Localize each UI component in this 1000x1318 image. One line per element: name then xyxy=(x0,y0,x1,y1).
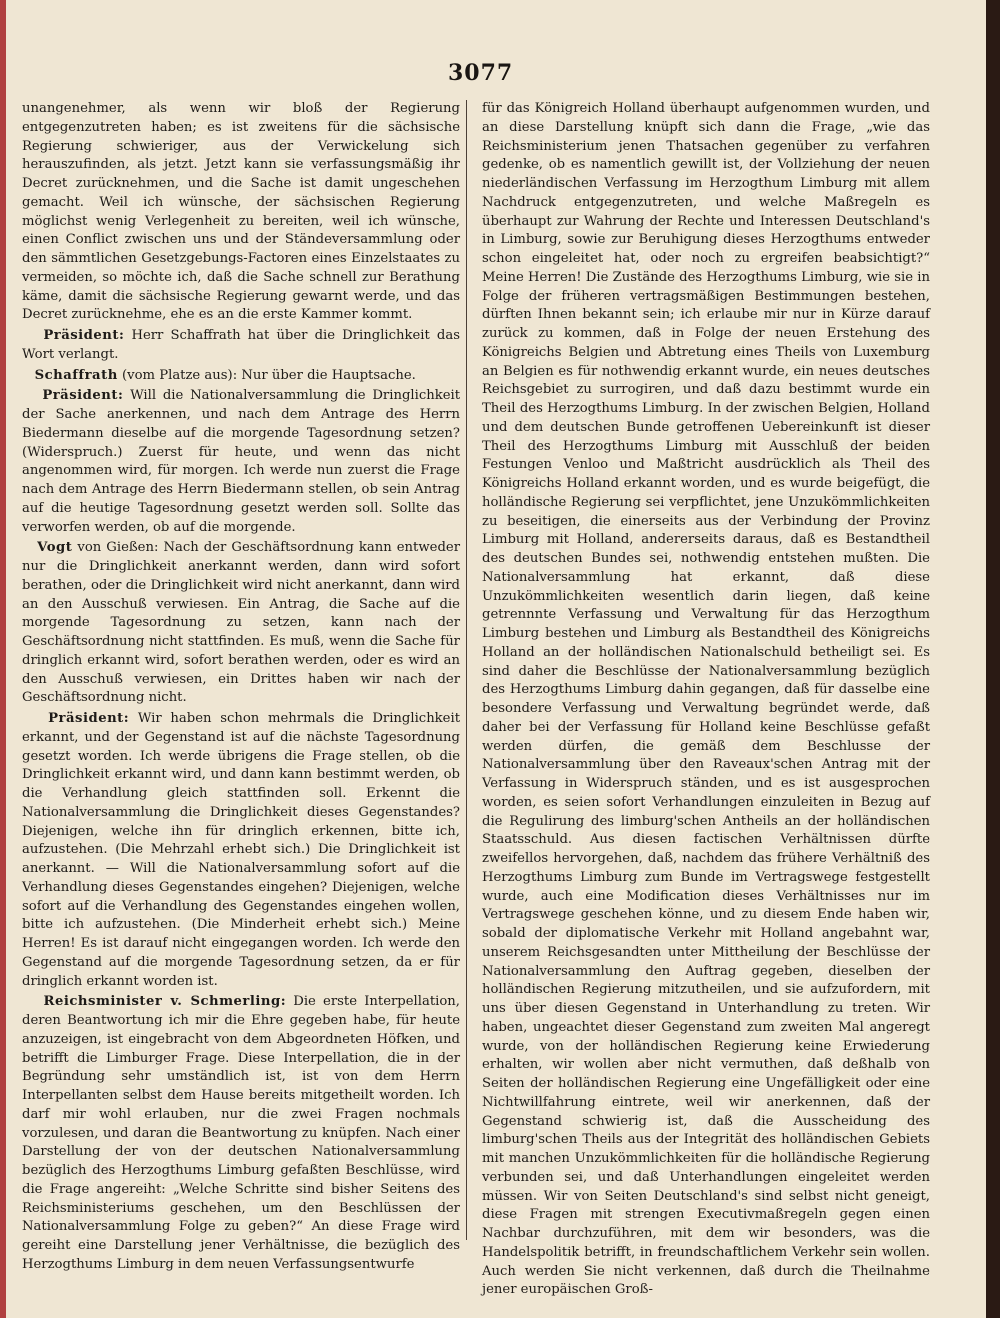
page-edge-left xyxy=(0,0,6,1318)
speaker-name: Vogt xyxy=(37,540,73,556)
speaker-name: Präsident: xyxy=(48,711,130,726)
paragraph-text: für das Königreich Holland überhaupt aufgenommen wurden, und an diese Darstellung knüpft sich dann die Frage, „wie das Reichsministerium jenen Thatsachen gegenüber zu verfahren gedenke, ob es namentlich gewillt ist, der Vollziehung der neuen niederländischen Verfassung im Herzogthum Limburg mit allem Nachdruck entgegenzutreten, und welche Maßregeln es überhaupt zur Wahrung der Rechte und Interessen Deutschland's in Limburg, sowie zur Beruhigung dieses Herzogthums entweder schon eingeleitet hat, oder noch zu ergreifen beabsichtigt?“ Meine Herren! Die Zustände des Herzogthums Limburg, wie sie in Folge der früheren vertragsmäßigen Bestimmungen bestehen, dürften Ihnen bekannt sein; ich erlaube mir nur in Kürze darauf zurück zu kommen, daß in Folge der neuen Erstehung des Königreichs Belgien und Abtretung eines Theils von Luxemburg an Belgien es für nothwendig erkannt wurde, ein neues deutsches Reichsgebiet zu surrogiren, und daß dazu bestimmt wurde ein Theil des Herzogthums Limburg. In der zwischen Belgien, Holland und dem deutschen Bunde getroffenen Uebereinkunft ist dieser Theil des Herzogthums Limburg mit Ausschluß der beiden Festungen Venloo und Maßtricht ausdrücklich als Theil des Königreichs Holland erkannt worden, und es wurde beigefügt, die holländische Regierung sei verpflichtet, jene Unzukömmlichkeiten zu beseitigen, die einerseits aus der Verbindung der Provinz Limburg mit Holland, andererseits daraus, daß es Bestandtheil des deutschen Bundes sei, nothwendig entstehen mußten. Die Nationalversammlung hat erkannt, daß diese Unzukömmlichkeiten wesentlich darin liegen, daß keine getrennnte Verfassung und Verwaltung für das Herzogthum Limburg bestehen und Limburg als Bestandtheil des Königreichs Holland an der holländischen Nationalschuld betheiligt sei. Es sind daher die Beschlüsse der Nationalversammlung bezüglich des Herzogthums Limburg dahin gegangen, daß für dasselbe eine besondere Verfassung und Verwaltung begründet werde, daß daher bei der Verfassung für Holland keine Beschlüsse gefaßt werden dürfen, die gemäß dem Beschlusse der Nationalversammlung über den Raveaux'schen Antrag mit der Verfassung in Widerspruch ständen, und es ist ausgesprochen worden, es seien sofort Verhandlungen einzuleiten in Bezug auf die Regulirung des limburg'schen Antheils an der holländischen Staatsschuld. Aus diesen factischen Verhältnissen dürfte zweifellos hervorgehen, daß, nachdem das frühere Verhältniß des Herzogthums Limburg zum Bunde im Vertragswege festgestellt wurde, auch eine Modification dieses Verhältnisses nur im Vertragswege geschehen könne, und zu diesem Ende haben wir, sobald der diplomatische Verkehr mit Holland angebahnt war, unserem Reichsgesandten unter Mittheilung der Beschlüsse der Nationalversammlung den Auftrag gegeben, dieselben der holländischen Regierung mitzutheilen, und sie aufzufordern, mit uns über diesen Gegenstand in Unterhandlung zu treten. Wir haben, ungeachtet dieser Gegenstand zum zweiten Mal angeregt wurde, von der holländischen Regierung keine Erwiederung erhalten, wir wollen aber nicht vermuthen, daß deßhalb von Seiten der holländischen Regierung eine Ungefälligkeit oder eine Nichtwillfahrung eintrete, weil wir anerkennen, daß der Gegenstand schwierig ist, daß die Ausscheidung des limburg'schen Theils aus der Integrität des holländischen Gebiets mit manchen Unzukömmlichkeiten für die holländische Regierung verbunden sei, und daß Unterhandlungen eingeleitet werden müssen. Wir von Seiten Deutschland's sind selbst nicht geneigt, diese Fragen mit strengen Executivmaßregeln gegen einen Nachbar durchzuführen, mit dem wir besonders, was die Handelspolitik betrifft, in freundschaftlichem Verkehr sein wollen. Auch werden Sie nicht verkennen, daß durch die Theilnahme jener europäischen Groß- xyxy=(482,101,930,1298)
speaker-name: Reichsminister v. Schmerling: xyxy=(43,994,287,1010)
paragraph-text: Die erste Interpellation, deren Beantwortung ich mir die Ehre gegeben habe, für heute anzuzeigen, ist eingebracht von dem Abgeordneten Höfken, und betrifft die Limburger Frage. Diese Interpellation, die in der Begründung sehr umständlich ist, ist von dem Herrn Interpellanten selbst dem Hause bereits mitgetheilt worden. Ich darf mir wohl erlauben, nur die zwei Fragen nochmals vorzulesen, und daran die Beantwortung zu knüpfen. Nach einer Darstellung der von der deutschen Nationalversammlung bezüglich des Herzogthums Limburg gefaßten Beschlüsse, wird die Frage angereiht: „Welche Schritte sind bisher Seitens des Reichsministeriums geschehen, um den Beschlüssen der Nationalversammlung Folge zu geben?“ An diese Frage wird gereiht eine Darstellung jener Verhältnisse, die bezüglich des Herzogthums Limburg in dem neuen Verfassungsentwurfe xyxy=(22,994,460,1272)
paragraph xyxy=(22,539,460,708)
paragraph xyxy=(22,387,460,537)
paragraph-text: Herr Schaffrath hat über die Dringlichkeit das Wort verlangt. xyxy=(22,328,460,362)
right-column xyxy=(482,100,930,1300)
column-divider xyxy=(466,100,467,1240)
speaker-name: Schaffrath xyxy=(34,367,118,383)
paragraph-text: (vom Platze aus): Nur über die Hauptsache. xyxy=(122,367,416,383)
paragraph-text: Will die Nationalversammlung die Dringlichkeit der Sache anerkennen, und nach dem Antrage des Herrn Biedermann dieselbe auf die morgende Tagesordnung setzen? (Widerspruch.) Zuerst für heute, und wenn das nicht angenommen wird, für morgen. Ich werde nun zuerst die Frage nach dem Antrage des Herrn Biedermann stellen, ob sein Antrag auf die heutige Tagesordnung gesetzt werden soll. Sollte das verworfen werden, ob auf die morgende. xyxy=(22,388,461,535)
paragraph-text: von Gießen: Nach der Geschäftsordnung kann entweder nur die Dringlichkeit anerkannt werden, dann wird sofort berathen, oder die Dringlichkeit wird nicht anerkannt, dann wird an den Ausschuß verwiesen. Ein Antrag, die Sache auf die morgende Tagesordnung zu setzen, kann nach der Geschäftsordnung nicht stattfinden. Es muß, wenn die Sache für dringlich erkannt wird, sofort berathen werden, oder es wird an den Ausschuß verwiesen, ein Drittes haben wir nach der Geschäftsordnung nicht. xyxy=(22,540,460,706)
paragraph xyxy=(22,100,460,325)
paragraph xyxy=(22,993,460,1274)
paragraph xyxy=(22,367,460,386)
paragraph xyxy=(22,327,460,365)
paragraph xyxy=(482,100,930,1300)
left-column xyxy=(22,100,460,1275)
page-number: 3077 xyxy=(448,60,514,86)
page-edge-right xyxy=(986,0,1000,1318)
speaker-name: Präsident: xyxy=(43,328,125,343)
paragraph xyxy=(22,710,460,991)
paragraph-text: unangenehmer, als wenn wir bloß der Regierung entgegenzutreten haben; es ist zweitens für die sächsische Regierung schwieriger, aus der Verwickelung sich herauszufinden, als jetzt. Jetzt kann sie verfassungsmäßig ihr Decret zurücknehmen, und die Sache ist damit ungeschehen gemacht. Weil ich wünsche, der sächsischen Regierung möglichst wenig Verlegenheit zu bereiten, weil ich wünsche, einen Conflict zwischen uns und der Ständeversammlung oder den sämmtlichen Gesetzgebungs-Factoren eines Einzelstaates zu vermeiden, so möchte ich, daß die Sache schnell zur Berathung käme, damit die sächsische Regierung gewarnt werde, und das Decret zurücknehme, ehe es an die erste Kammer kommt. xyxy=(22,101,460,323)
speaker-name: Präsident: xyxy=(42,388,124,404)
paragraph-text: Wir haben schon mehrmals die Dringlichkeit erkannt, und der Gegenstand ist auf die nächste Tagesordnung gesetzt worden. Ich werde übrigens die Frage stellen, ob die Dringlichkeit erkannt wird, und dann kann bestimmt werden, ob die Verhandlung gleich stattfinden soll. Erkennt die Nationalversammlung die Dringlichkeit dieses Gegenstandes? Diejenigen, welche ihn für dringlich erkennen, bitte ich, aufzustehen. (Die Mehrzahl erhebt sich.) Die Dringlichkeit ist anerkannt. — Will die Nationalversammlung sofort auf die Verhandlung dieses Gegenstandes eingehen? Diejenigen, welche sofort auf die Verhandlung des Gegenstandes eingehen wollen, bitte ich aufzustehen. (Die Minderheit erhebt sich.) Meine Herren! Es ist darauf nicht eingegangen worden. Ich werde den Gegenstand auf die morgende Tagesordnung setzen, da er für dringlich erkannt worden ist. xyxy=(22,711,460,989)
